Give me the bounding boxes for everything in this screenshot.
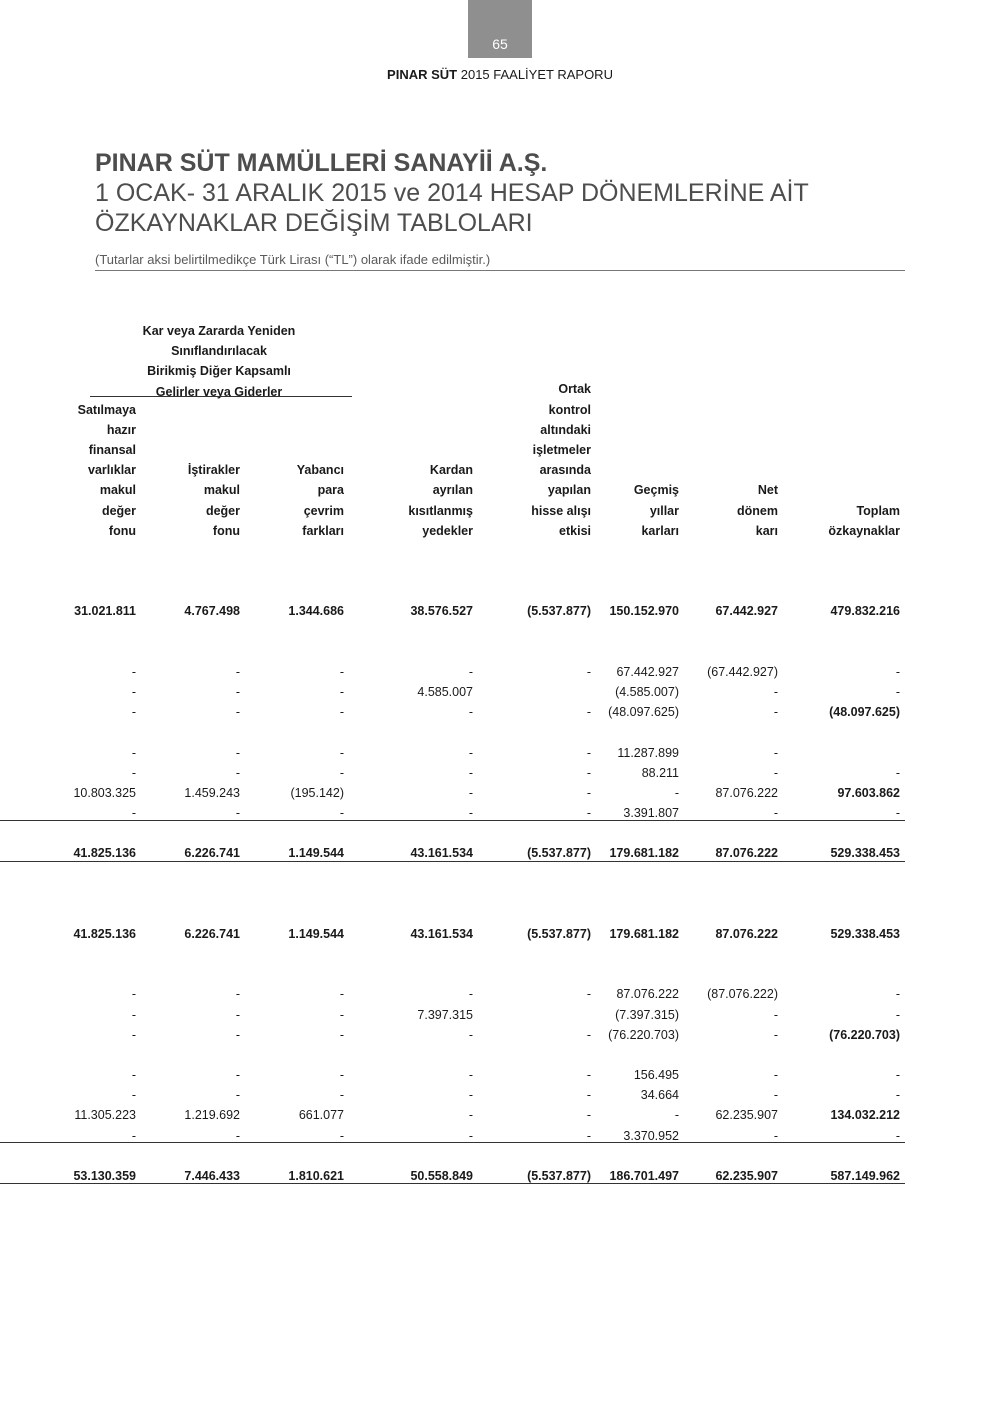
table-cell: (76.220.703) bbox=[608, 1028, 679, 1042]
table-cell: - bbox=[468, 1028, 473, 1042]
table-cell: - bbox=[235, 1088, 240, 1102]
table-cell: - bbox=[339, 1129, 344, 1143]
table-cell: (5.537.877) bbox=[527, 927, 591, 941]
table-row bbox=[0, 766, 1000, 784]
running-header-rest: 2015 FAALİYET RAPORU bbox=[460, 67, 613, 82]
column-header-line: Ortak bbox=[558, 382, 591, 397]
table-cell: (76.220.703) bbox=[829, 1028, 900, 1042]
table-cell: 87.076.222 bbox=[715, 786, 778, 800]
column-header-line: farkları bbox=[302, 523, 344, 538]
table-cell: - bbox=[339, 987, 344, 1001]
table-cell: - bbox=[586, 766, 591, 780]
table-cell: 179.681.182 bbox=[609, 927, 679, 941]
table-cell: 97.603.862 bbox=[837, 786, 900, 800]
table-cell: 11.287.899 bbox=[617, 746, 679, 760]
table-cell: - bbox=[339, 766, 344, 780]
table-cell: - bbox=[131, 987, 136, 1001]
table-cell: - bbox=[235, 1008, 240, 1022]
table-cell: 10.803.325 bbox=[73, 786, 136, 800]
table-cell: - bbox=[895, 1068, 900, 1082]
column-header bbox=[353, 460, 473, 541]
table-cell: - bbox=[586, 1028, 591, 1042]
table-cell: (48.097.625) bbox=[608, 705, 679, 719]
table-cell: 34.664 bbox=[640, 1088, 679, 1102]
table-row bbox=[0, 665, 1000, 683]
table-cell: 3.370.952 bbox=[623, 1129, 679, 1143]
table-cell: - bbox=[339, 806, 344, 820]
table-cell: (5.537.877) bbox=[527, 846, 591, 860]
table-cell: 1.219.692 bbox=[184, 1108, 240, 1122]
table-cell: 186.701.497 bbox=[609, 1169, 679, 1183]
table-cell: - bbox=[339, 665, 344, 679]
table-cell: 53.130.359 bbox=[73, 1169, 136, 1183]
table-row bbox=[0, 1169, 1000, 1187]
table-cell: - bbox=[773, 1008, 778, 1022]
table-cell: - bbox=[895, 1129, 900, 1143]
table-cell: - bbox=[468, 987, 473, 1001]
table-cell: - bbox=[773, 1129, 778, 1143]
column-header bbox=[683, 480, 778, 541]
table-cell: - bbox=[586, 987, 591, 1001]
column-header bbox=[140, 460, 240, 541]
table-cell: - bbox=[895, 806, 900, 820]
column-header-line: çevrim bbox=[303, 503, 344, 518]
table-cell: - bbox=[131, 705, 136, 719]
table-cell: - bbox=[131, 766, 136, 780]
table-cell: - bbox=[339, 1028, 344, 1042]
table-cell: - bbox=[235, 806, 240, 820]
column-header-line: fonu bbox=[212, 523, 240, 538]
column-header-line: değer bbox=[205, 503, 240, 518]
table-cell: - bbox=[674, 786, 679, 800]
table-cell: (7.397.315) bbox=[615, 1008, 679, 1022]
table-cell: 67.442.927 bbox=[715, 604, 778, 618]
table-cell: - bbox=[339, 1088, 344, 1102]
table-cell: - bbox=[586, 1108, 591, 1122]
table-row bbox=[0, 806, 1000, 824]
table-cell: - bbox=[339, 1068, 344, 1082]
table-rule bbox=[0, 820, 905, 821]
column-header-line: karları bbox=[641, 523, 679, 538]
table-cell: 38.576.527 bbox=[410, 604, 473, 618]
column-header-line: değer bbox=[101, 503, 136, 518]
column-header-line: makul bbox=[99, 483, 136, 498]
table-cell: - bbox=[895, 665, 900, 679]
table-cell: - bbox=[131, 1008, 136, 1022]
table-cell: - bbox=[586, 1129, 591, 1143]
table-row bbox=[0, 987, 1000, 1005]
table-cell: 4.585.007 bbox=[417, 685, 473, 699]
table-cell: 41.825.136 bbox=[73, 927, 136, 941]
table-cell: - bbox=[339, 746, 344, 760]
table-cell: - bbox=[773, 806, 778, 820]
column-header-line: İştirakler bbox=[187, 463, 240, 478]
table-rule bbox=[0, 1142, 905, 1143]
table-cell: - bbox=[131, 665, 136, 679]
column-header-line: karı bbox=[755, 523, 778, 538]
table-cell: 31.021.811 bbox=[74, 604, 136, 618]
column-header-line: varlıklar bbox=[88, 463, 136, 478]
table-cell: 1.459.243 bbox=[184, 786, 240, 800]
column-header-line: Geçmiş bbox=[633, 483, 679, 498]
table-cell: 67.442.927 bbox=[616, 665, 679, 679]
table-cell: (4.585.007) bbox=[615, 685, 679, 699]
table-row bbox=[0, 1129, 1000, 1147]
column-header-line: makul bbox=[203, 483, 240, 498]
table-cell: - bbox=[773, 1068, 778, 1082]
column-header-line: yıllar bbox=[649, 503, 679, 518]
column-header-line: kontrol bbox=[548, 402, 591, 417]
table-cell: - bbox=[131, 685, 136, 699]
title-block bbox=[95, 148, 905, 271]
currency-note: (Tutarlar aksi belirtilmedikçe Türk Lirası (“TL”) olarak ifade edilmiştir.) bbox=[95, 252, 905, 271]
column-header bbox=[790, 501, 900, 541]
column-header bbox=[244, 460, 344, 541]
table-cell: - bbox=[339, 685, 344, 699]
table-cell: (67.442.927) bbox=[707, 665, 778, 679]
statement-title: ÖZKAYNAKLAR DEĞİŞİM TABLOLARI bbox=[95, 209, 533, 237]
table-cell: - bbox=[235, 1068, 240, 1082]
table-cell: - bbox=[131, 746, 136, 760]
table-cell: - bbox=[468, 746, 473, 760]
table-cell: - bbox=[895, 766, 900, 780]
running-header-brand: PINAR SÜT bbox=[387, 67, 458, 82]
table-row bbox=[0, 1028, 1000, 1046]
table-rule bbox=[0, 1183, 905, 1184]
table-cell: - bbox=[468, 665, 473, 679]
table-cell: - bbox=[468, 766, 473, 780]
table-cell: 179.681.182 bbox=[609, 846, 679, 860]
column-header-line: finansal bbox=[88, 442, 136, 457]
table-cell: - bbox=[586, 665, 591, 679]
table-cell: (48.097.625) bbox=[829, 705, 900, 719]
table-cell: - bbox=[773, 766, 778, 780]
column-header-line: Yabancı bbox=[296, 463, 344, 478]
table-cell: 43.161.534 bbox=[410, 846, 473, 860]
table-row bbox=[0, 1088, 1000, 1106]
table-cell: 88.211 bbox=[641, 766, 679, 780]
group-header-line: Kar veya Zararda Yeniden bbox=[142, 324, 296, 338]
table-cell: - bbox=[131, 1028, 136, 1042]
column-header-line: etkisi bbox=[559, 523, 591, 538]
table-row bbox=[0, 604, 1000, 622]
table-cell: 7.397.315 bbox=[417, 1008, 473, 1022]
table-cell: - bbox=[674, 1108, 679, 1122]
table-cell: - bbox=[773, 685, 778, 699]
column-header-line: kısıtlanmış bbox=[408, 503, 473, 518]
column-header-line: yapılan bbox=[547, 483, 591, 498]
table-cell: - bbox=[131, 1129, 136, 1143]
page-number-tab bbox=[468, 0, 532, 58]
column-header-line: altındaki bbox=[540, 422, 591, 437]
table-row bbox=[0, 685, 1000, 703]
table-cell: - bbox=[773, 746, 778, 760]
table-cell: - bbox=[773, 1028, 778, 1042]
table-cell: - bbox=[468, 705, 473, 719]
column-header-line: Toplam bbox=[856, 503, 900, 518]
page-number: 65 bbox=[492, 36, 508, 52]
group-header-line: Gelirler veya Giderler bbox=[155, 384, 283, 399]
table-cell: (5.537.877) bbox=[527, 604, 591, 618]
table-cell: - bbox=[586, 786, 591, 800]
table-cell: 41.825.136 bbox=[73, 846, 136, 860]
table-cell: 87.076.222 bbox=[715, 927, 778, 941]
running-header bbox=[0, 67, 1000, 82]
table-cell: 6.226.741 bbox=[184, 927, 240, 941]
table-cell: - bbox=[468, 1129, 473, 1143]
table-cell: 150.152.970 bbox=[609, 604, 679, 618]
statement-period: 1 OCAK- 31 ARALIK 2015 ve 2014 HESAP DÖNEMLERİNE AİT bbox=[95, 179, 809, 207]
table-cell: - bbox=[895, 987, 900, 1001]
table-cell: 479.832.216 bbox=[830, 604, 900, 618]
table-cell: 11.305.223 bbox=[74, 1108, 136, 1122]
column-header-line: Satılmaya bbox=[77, 402, 136, 417]
table-cell: 1.149.544 bbox=[288, 846, 344, 860]
table-cell: 87.076.222 bbox=[616, 987, 679, 1001]
column-header-line: fonu bbox=[108, 523, 136, 538]
table-cell: - bbox=[895, 1008, 900, 1022]
column-header-line: işletmeler bbox=[532, 442, 591, 457]
table-row bbox=[0, 927, 1000, 945]
table-cell: 1.149.544 bbox=[288, 927, 344, 941]
table-cell: - bbox=[131, 806, 136, 820]
table-cell: (195.142) bbox=[290, 786, 344, 800]
table-cell: - bbox=[468, 1088, 473, 1102]
table-cell: - bbox=[586, 1068, 591, 1082]
table-cell: 587.149.962 bbox=[830, 1169, 900, 1183]
table-cell: 50.558.849 bbox=[410, 1169, 473, 1183]
column-group-header bbox=[138, 321, 300, 402]
column-header-line: ayrılan bbox=[432, 483, 473, 498]
column-header-line: Net bbox=[757, 483, 778, 498]
table-cell: - bbox=[468, 786, 473, 800]
table-cell: - bbox=[468, 1068, 473, 1082]
table-cell: - bbox=[235, 746, 240, 760]
table-cell: 156.495 bbox=[633, 1068, 679, 1082]
table-cell: - bbox=[586, 1088, 591, 1102]
table-cell: - bbox=[773, 705, 778, 719]
table-cell: - bbox=[339, 705, 344, 719]
column-header bbox=[589, 480, 679, 541]
table-cell: 62.235.907 bbox=[715, 1108, 778, 1122]
column-header-line: arasında bbox=[539, 463, 591, 478]
table-row bbox=[0, 1008, 1000, 1026]
column-header-line: özkaynaklar bbox=[828, 523, 900, 538]
table-cell: - bbox=[773, 1088, 778, 1102]
table-cell: 1.810.621 bbox=[288, 1169, 344, 1183]
table-cell: - bbox=[895, 685, 900, 699]
table-cell: - bbox=[235, 1028, 240, 1042]
table-cell: - bbox=[586, 806, 591, 820]
table-cell: - bbox=[586, 746, 591, 760]
table-cell: - bbox=[468, 806, 473, 820]
table-cell: - bbox=[235, 987, 240, 1001]
table-cell: 4.767.498 bbox=[184, 604, 240, 618]
table-cell: (5.537.877) bbox=[527, 1169, 591, 1183]
table-cell: 3.391.807 bbox=[623, 806, 679, 820]
table-cell: (87.076.222) bbox=[707, 987, 778, 1001]
column-header-line: hazır bbox=[106, 422, 136, 437]
table-cell: - bbox=[895, 1088, 900, 1102]
table-cell: 661.077 bbox=[298, 1108, 344, 1122]
table-cell: 529.338.453 bbox=[830, 846, 900, 860]
column-header-line: hisse alışı bbox=[531, 503, 591, 518]
table-cell: - bbox=[235, 685, 240, 699]
table-row bbox=[0, 746, 1000, 764]
table-cell: - bbox=[586, 705, 591, 719]
table-cell: 87.076.222 bbox=[715, 846, 778, 860]
group-header-line: Birikmiş Diğer Kapsamlı bbox=[147, 364, 291, 379]
table-cell: 529.338.453 bbox=[830, 927, 900, 941]
column-header-line: yedekler bbox=[422, 523, 473, 538]
table-cell: - bbox=[235, 705, 240, 719]
table-row bbox=[0, 786, 1000, 804]
column-header bbox=[481, 379, 591, 541]
table-cell: 1.344.686 bbox=[288, 604, 344, 618]
table-cell: 43.161.534 bbox=[410, 927, 473, 941]
table-cell: - bbox=[131, 1088, 136, 1102]
table-cell: 62.235.907 bbox=[715, 1169, 778, 1183]
table-cell: 7.446.433 bbox=[184, 1169, 240, 1183]
column-header bbox=[36, 400, 136, 541]
table-row bbox=[0, 1108, 1000, 1126]
table-cell: - bbox=[235, 1129, 240, 1143]
table-cell: - bbox=[235, 766, 240, 780]
group-header-rule bbox=[90, 396, 352, 397]
group-header-line: Sınıflandırılacak bbox=[171, 344, 267, 359]
table-cell: 134.032.212 bbox=[830, 1108, 900, 1122]
column-header-line: dönem bbox=[737, 503, 778, 518]
table-row bbox=[0, 705, 1000, 723]
table-cell: - bbox=[339, 1008, 344, 1022]
column-header-line: para bbox=[317, 483, 344, 498]
company-title: PINAR SÜT MAMÜLLERİ SANAYİİ A.Ş. bbox=[95, 149, 548, 177]
table-cell: 6.226.741 bbox=[184, 846, 240, 860]
table-cell: - bbox=[131, 1068, 136, 1082]
table-cell: - bbox=[468, 1108, 473, 1122]
table-row bbox=[0, 1068, 1000, 1086]
table-cell: - bbox=[235, 665, 240, 679]
table-rule bbox=[0, 861, 905, 862]
column-header-line: Kardan bbox=[429, 463, 473, 478]
